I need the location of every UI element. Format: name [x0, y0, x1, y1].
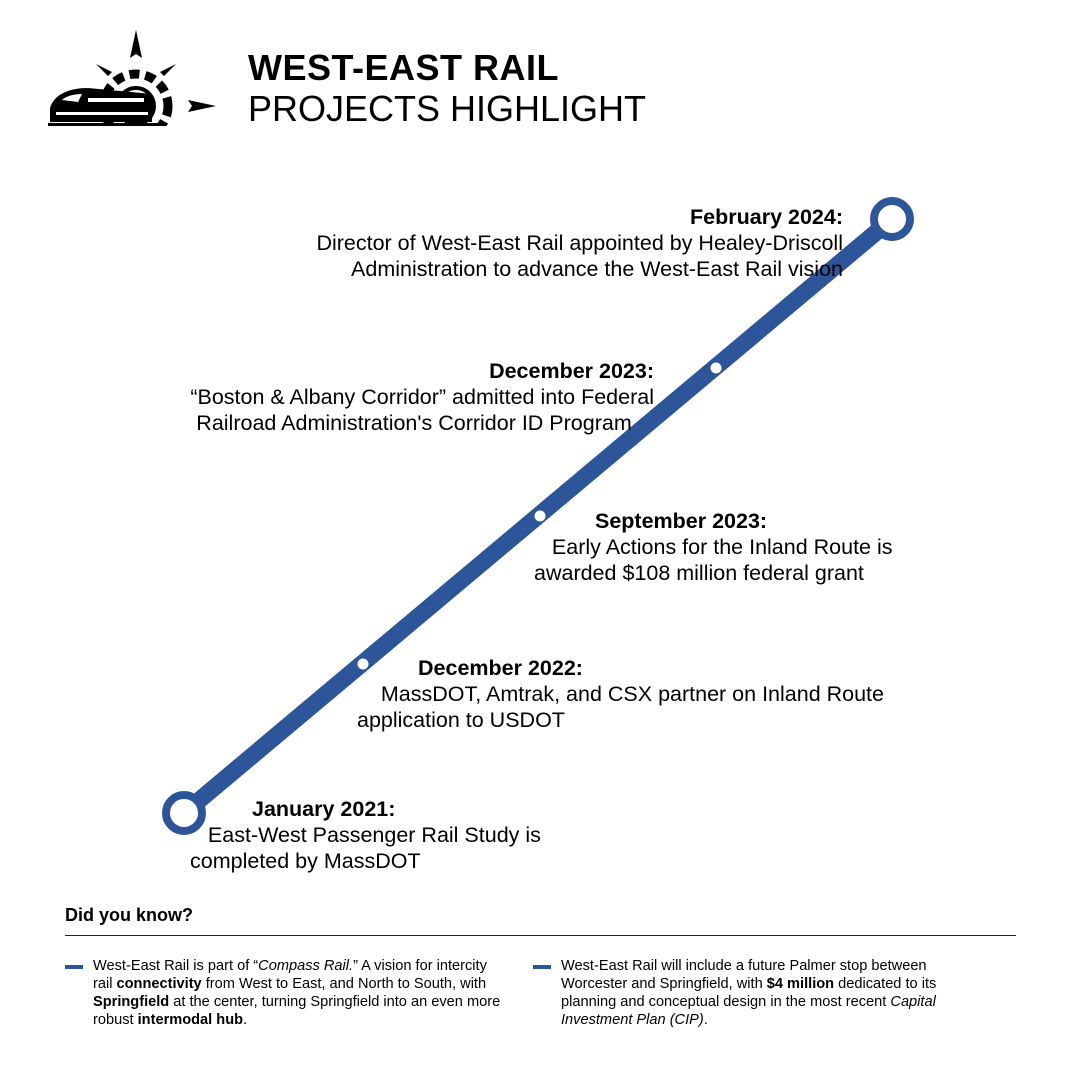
fact-compass-rail — [65, 957, 505, 1029]
event-date: September 2023: — [595, 509, 768, 533]
fact-segment: Capital Investment Plan (CIP) — [561, 994, 936, 1028]
event-description: MassDOT, Amtrak, and CSX partner on Inland Route application to USDOT — [357, 682, 884, 732]
fact-text — [561, 957, 993, 1029]
fact-segment: at the center, turning Springfield into an even more robust — [93, 994, 501, 1028]
fact-segment: Springfield — [93, 994, 170, 1010]
timeline-event-dec-2023 — [190, 358, 654, 436]
fact-segment: ” A vision for intercity rail — [93, 958, 487, 992]
event-date: December 2023: — [489, 359, 654, 383]
event-date: December 2022: — [418, 656, 583, 680]
fact-segment: intermodal hub — [137, 1012, 244, 1028]
did-you-know-heading: Did you know? — [65, 905, 193, 925]
timeline-event-sep-2023 — [534, 508, 893, 586]
fact-palmer-stop — [533, 957, 993, 1029]
event-date: February 2024: — [690, 205, 843, 229]
timeline-event-feb-2024 — [316, 204, 843, 282]
fact-segment: West-East Rail will include a future Palmer stop between Worcester and Springfield, with — [561, 958, 927, 992]
page-title: WEST-EAST RAIL — [248, 47, 559, 88]
fact-segment: Compass Rail. — [258, 958, 354, 974]
fact-segment: West-East Rail is part of “ — [93, 958, 259, 974]
event-date: January 2021: — [252, 797, 396, 821]
fact-segment: connectivity — [116, 976, 202, 992]
event-description: Early Actions for the Inland Route is awarded $108 million federal grant — [534, 535, 893, 585]
fact-text — [93, 957, 505, 1029]
event-description: “Boston & Albany Corridor” admitted into Federal Railroad Administration's Corridor ID Program — [190, 385, 654, 435]
bullet-dash-icon — [65, 965, 83, 969]
divider — [65, 935, 1016, 936]
event-description: East-West Passenger Rail Study is completed by MassDOT — [190, 823, 541, 873]
timeline-event-jan-2021 — [190, 796, 541, 874]
timeline-event-dec-2022 — [357, 655, 884, 733]
fact-segment: from West to East, and North to South, with — [201, 976, 487, 992]
fact-segment: . — [703, 1012, 708, 1028]
timeline-endpoint-top — [874, 201, 910, 237]
page-subtitle: PROJECTS HIGHLIGHT — [248, 88, 647, 129]
bullet-dash-icon — [533, 965, 551, 969]
fact-segment: . — [243, 1012, 248, 1028]
fact-segment: $4 million — [766, 976, 835, 992]
timeline-stop-dec-2023 — [711, 363, 722, 374]
fact-segment: dedicated to its planning and conceptual design in the most recent — [561, 976, 937, 1010]
event-description: Director of West-East Rail appointed by Healey-Driscoll Administration to advance the West-East Rail vision — [316, 231, 843, 281]
